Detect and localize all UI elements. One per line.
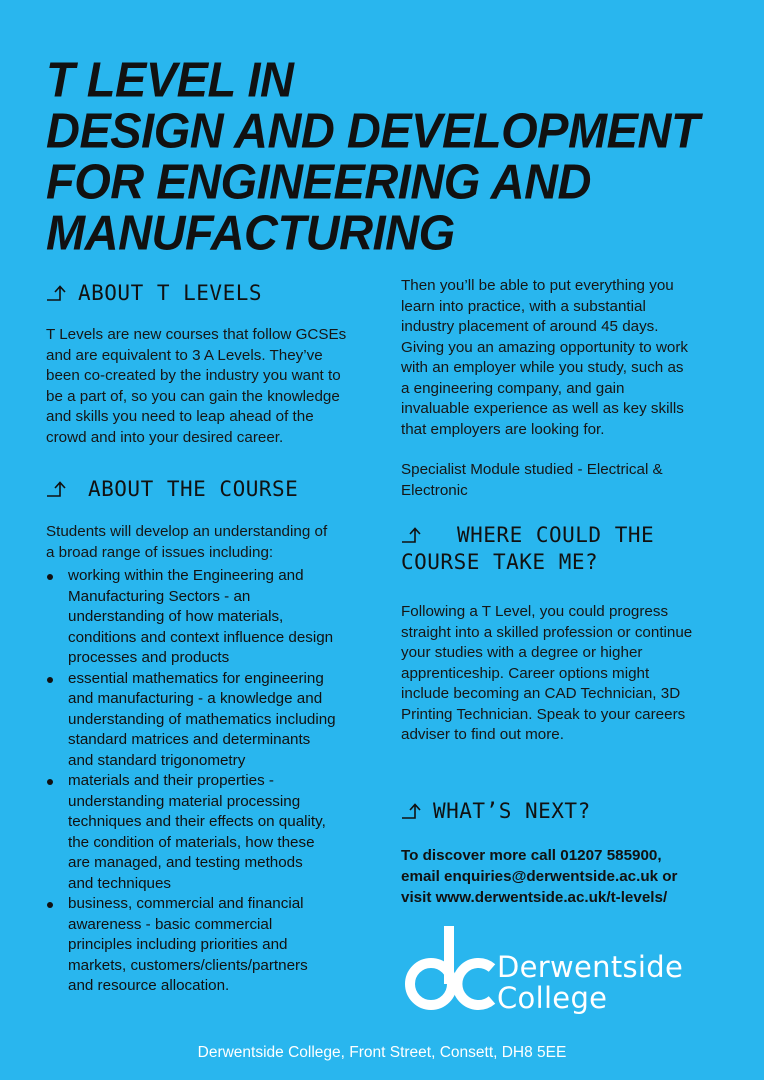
- right-column: [401, 276, 741, 908]
- list-item: [46, 894, 386, 997]
- text-line: that employers are looking for.: [401, 420, 605, 438]
- specialist-module-text: [401, 460, 741, 501]
- heading-text: WHERE COULD THE: [457, 523, 655, 547]
- text-line: and techniques: [68, 874, 172, 892]
- text-line: and manufacturing - a knowledge and: [68, 690, 323, 707]
- list-item: [46, 669, 386, 772]
- contact-info: [401, 845, 741, 908]
- text-line: principles including priorities and: [68, 936, 288, 953]
- text-line: T Levels are new courses that follow GCSEs: [46, 326, 347, 343]
- text-line: Specialist Module studied - Electrical &: [401, 461, 663, 478]
- logo-wordmark: [497, 952, 683, 1014]
- text-line: Electronic: [401, 481, 468, 499]
- text-line: adviser to find out more.: [401, 726, 564, 743]
- heading-text: COURSE TAKE ME?: [401, 550, 599, 574]
- text-line: include becoming an CAD Technician, 3D: [401, 685, 681, 702]
- text-line: understanding of mathematics including: [68, 710, 336, 728]
- about-course-heading: [46, 476, 386, 503]
- text-line: apprenticeship. Career options might: [401, 664, 650, 682]
- text-line: working within the Engineering and: [68, 567, 304, 584]
- heading-text: ABOUT THE COURSE: [88, 477, 299, 501]
- text-line: invaluable experience as well as key skills: [401, 400, 684, 417]
- text-line: Following a T Level, you could progress: [401, 603, 669, 620]
- text-line: be a part of, so you can gain the knowledge: [46, 387, 340, 405]
- text-line: a engineering company, and gain: [401, 379, 625, 397]
- text-line: Giving you an amazing opportunity to work: [401, 338, 689, 356]
- text-line: are managed, and testing methods: [68, 854, 303, 871]
- course-topics-list: [46, 566, 386, 997]
- text-line: Then you’ll be able to put everything you: [401, 277, 674, 294]
- text-line: conditions and context influence design: [68, 628, 334, 646]
- where-next-text: [401, 602, 741, 746]
- text-line: Manufacturing Sectors - an: [68, 587, 251, 605]
- list-item: [46, 771, 386, 894]
- text-line: and resource allocation.: [68, 977, 230, 994]
- text-line: essential mathematics for engineering: [68, 669, 324, 687]
- text-line: and skills you need to leap ahead of the: [46, 408, 314, 425]
- text-line: a broad range of issues including:: [46, 543, 274, 561]
- text-line: your studies with a degree or higher: [401, 644, 643, 661]
- up-arrow-icon: [46, 480, 70, 498]
- text-line: markets, customers/clients/partners: [68, 956, 308, 974]
- list-item: [46, 566, 386, 669]
- title-line: DESIGN AND DEVELOPMENT: [46, 102, 700, 158]
- text-line: techniques and their effects on quality,: [68, 813, 326, 830]
- about-course-intro: [46, 522, 386, 563]
- dc-logo-mark-icon: [404, 924, 496, 1024]
- text-line: straight into a skilled profession or continue: [401, 623, 693, 641]
- text-line: processes and products: [68, 649, 230, 666]
- where-next-heading: [401, 522, 741, 576]
- text-line: industry placement of around 45 days.: [401, 318, 659, 335]
- college-logo: [404, 924, 704, 1024]
- up-arrow-icon: [46, 284, 70, 302]
- page-title: [46, 51, 746, 260]
- text-line: with an employer while you study, such as: [401, 359, 684, 376]
- logo-line: College: [497, 981, 608, 1015]
- logo-line: Derwentside: [497, 950, 684, 984]
- contact-line: To discover more call 01207 585900,: [401, 846, 662, 864]
- text-line: crowd and into your desired career.: [46, 428, 284, 446]
- text-line: standard matrices and determinants: [68, 731, 311, 748]
- text-line: awareness - basic commercial: [68, 915, 273, 933]
- whats-next-heading: [401, 798, 741, 825]
- title-line: FOR ENGINEERING AND: [46, 153, 591, 209]
- text-line: Students will develop an understanding of: [46, 523, 328, 540]
- heading-text: WHAT’S NEXT?: [433, 798, 591, 823]
- left-column: [46, 280, 386, 997]
- title-line: MANUFACTURING: [46, 204, 455, 260]
- text-line: materials and their properties -: [68, 772, 274, 789]
- heading-text: ABOUT T LEVELS: [78, 281, 263, 305]
- up-arrow-icon: [401, 802, 425, 820]
- text-line: understanding material processing: [68, 792, 301, 810]
- text-line: and are equivalent to 3 A Levels. They’ve: [46, 346, 323, 364]
- about-t-levels-heading: [46, 280, 386, 307]
- about-t-levels-text: [46, 325, 386, 448]
- contact-line: email enquiries@derwentside.ac.uk or: [401, 867, 678, 885]
- text-line: understanding of how materials,: [68, 608, 284, 625]
- footer-address: Derwentside College, Front Street, Consett, DH8 5EE: [197, 1044, 567, 1061]
- text-line: Printing Technician. Speak to your careers: [401, 705, 686, 723]
- text-line: business, commercial and financial: [68, 895, 304, 912]
- text-line: and standard trigonometry: [68, 751, 246, 769]
- contact-line: visit www.derwentside.ac.uk/t-levels/: [401, 888, 668, 906]
- title-line: T LEVEL IN: [46, 51, 294, 108]
- up-arrow-icon: [401, 526, 425, 544]
- text-line: learn into practice, with a substantial: [401, 297, 646, 315]
- text-line: been co-created by the industry you want to: [46, 367, 341, 384]
- placement-text: [401, 276, 741, 440]
- text-line: the condition of materials, how these: [68, 833, 315, 851]
